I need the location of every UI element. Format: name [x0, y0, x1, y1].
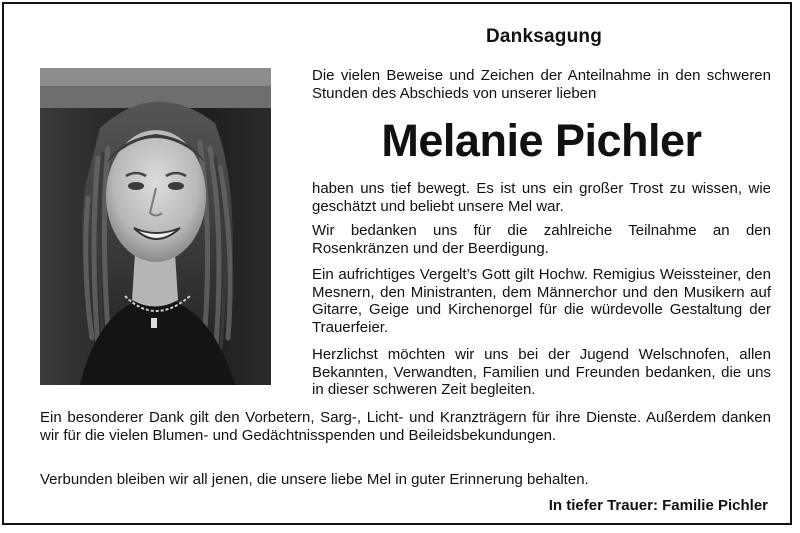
thanks-paragraph: haben uns tief bewegt. Es ist uns ein großer Trost zu wissen, wie geschätzt und beliebt unsere Mel war.: [312, 180, 771, 215]
deceased-name: Melanie Pichler: [381, 115, 702, 166]
closing-paragraph: Verbunden bleiben wir all jenen, die unsere liebe Mel in guter Erinnerung behalten.: [40, 471, 589, 488]
thanks-paragraph: Ein besonderer Dank gilt den Vorbetern, Sarg-, Licht- und Kranzträgern für ihre Dienste. Außerdem danken wir für die vielen Blumen- und Gedächtnisspenden und Beileidsbekundungen.: [40, 409, 771, 444]
intro-text: Die vielen Beweise und Zeichen der Anteilnahme in den schweren Stunden des Abschieds von unserer lieben: [312, 67, 771, 102]
signature: In tiefer Trauer: Familie Pichler: [548, 497, 768, 514]
thanks-paragraph: Ein aufrichtiges Vergelt’s Gott gilt Hochw. Remigius Weissteiner, den Mesnern, den Ministranten, dem Männerchor und den Musikern auf Gitarre, Geige und Kirchenorgel für die würdevolle Gestaltung der Trauerfeier.: [312, 266, 771, 336]
portrait-photo: [40, 68, 271, 385]
thanks-paragraph: Wir bedanken uns für die zahlreiche Teilnahme an den Rosenkränzen und der Beerdigung.: [312, 222, 771, 257]
obituary-notice: [2, 2, 792, 525]
notice-heading: Danksagung: [485, 26, 603, 47]
thanks-paragraph: Herzlichst möchten wir uns bei der Jugend Welschnofen, allen Bekannten, Verwandten, Familien und Freunden bedanken, die uns in dieser schweren Zeit begleiten.: [312, 346, 771, 399]
